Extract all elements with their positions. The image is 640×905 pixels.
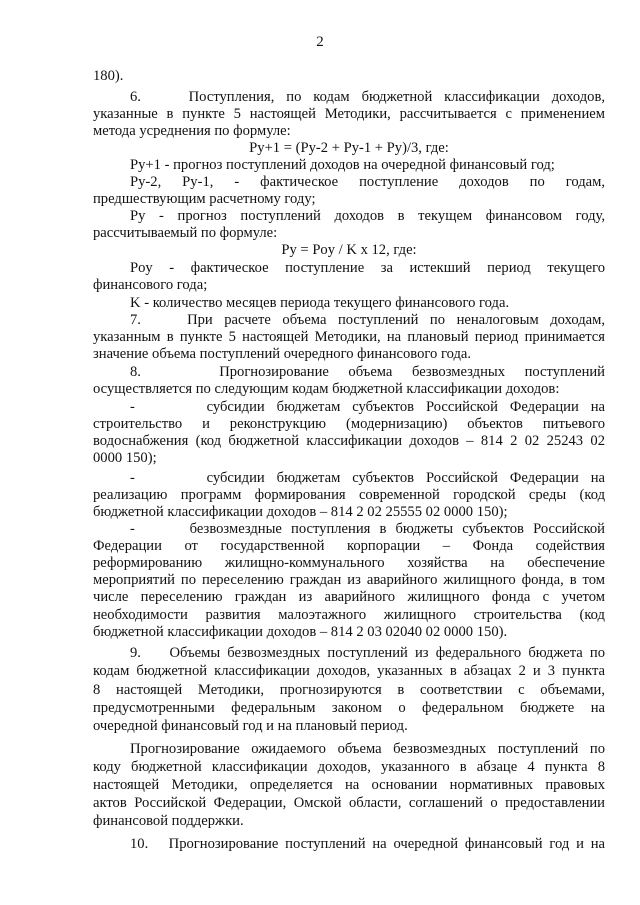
- text-line: реализацию программ формирования современной городской среды (код: [93, 487, 605, 503]
- text-line: 8 настоящей Методики, прогнозируются в соответствии с объемами,: [93, 682, 605, 698]
- text-line: K - количество месяцев периода текущего финансового года.: [130, 295, 510, 311]
- text-line: Прогнозирование ожидаемого объема безвозмездных поступлений по: [130, 741, 605, 757]
- text-line: осуществляется по следующим кодам бюджетной классификации доходов:: [93, 381, 560, 397]
- text-line: предшествующим расчетному году;: [93, 191, 316, 207]
- text-line: предусмотренными федеральным законом о федеральном бюджете на: [93, 700, 605, 716]
- text-line: Pу-2, Pу-1, - фактическое поступление доходов по годам,: [130, 174, 605, 190]
- text-line: числе переселению граждан из аварийного жилищного фонда с учетом: [93, 589, 605, 605]
- text-line: указанные в пункте 5 настоящей Методики, рассчитывается с применением: [93, 106, 605, 122]
- text-line: 7. При расчете объема поступлений по неналоговым доходам,: [130, 312, 605, 328]
- formula-line: Pу+1 = (Pу-2 + Pу-1 + Pу)/3, где:: [249, 140, 449, 156]
- text-line: бюджетной классификации доходов – 814 2 03 02040 02 0000 150).: [93, 624, 508, 640]
- text-line: бюджетной классификации доходов – 814 2 02 25555 02 0000 150);: [93, 504, 508, 520]
- text-line: 180).: [93, 68, 124, 84]
- text-line: 10. Прогнозирование поступлений на очередной финансовый год и на: [130, 836, 605, 852]
- text-line: финансового года;: [93, 277, 208, 293]
- text-line: 8. Прогнозирование объема безвозмездных поступлений: [130, 364, 605, 380]
- text-line: рассчитываемый по формуле:: [93, 225, 278, 241]
- text-line: коду бюджетной классификации доходов, указанного в абзаце 4 пункта 8: [93, 759, 605, 775]
- text-line: - субсидии бюджетам субъектов Российской Федерации на: [130, 470, 605, 486]
- text-line: - безвозмездные поступления в бюджеты субъектов Российской: [130, 521, 605, 537]
- text-line: актов Российской Федерации, Омской области, соглашений о предоставлении: [93, 795, 605, 811]
- text-line: Poу - фактическое поступление за истекший период текущего: [130, 260, 605, 276]
- text-line: мероприятий по переселению граждан из аварийного жилищного фонда, в том: [93, 572, 605, 588]
- text-line: 0000 150);: [93, 450, 157, 466]
- page-number: 2: [316, 34, 324, 50]
- text-line: Федерации от государственной корпорации – Фонда содействия: [93, 538, 605, 554]
- text-line: Pу - прогноз поступлений доходов в текущем финансовом году,: [130, 208, 605, 224]
- text-line: настоящей Методики, определяется на основании нормативных правовых: [93, 777, 605, 793]
- text-line: водоснабжения (код бюджетной классификации доходов – 814 2 02 25243 02: [93, 433, 605, 449]
- text-line: метода усреднения по формуле:: [93, 123, 291, 139]
- formula-line: Pу = Poу / K x 12, где:: [281, 242, 417, 258]
- text-line: строительство и реконструкцию (модернизацию) объектов питьевого: [93, 416, 605, 432]
- text-line: значение объема поступлений очередного финансового года.: [93, 346, 472, 362]
- text-line: Pу+1 - прогноз поступлений доходов на очередной финансовый год;: [130, 157, 555, 173]
- text-line: реформированию жилищно-коммунального хозяйства на обеспечение: [93, 555, 605, 571]
- text-line: - субсидии бюджетам субъектов Российской Федерации на: [130, 399, 605, 415]
- text-line: 9. Объемы безвозмездных поступлений из федерального бюджета по: [130, 645, 605, 661]
- text-line: финансовой поддержки.: [93, 813, 244, 829]
- text-line: указанным в пункте 5 настоящей Методики, на плановый период принимается: [93, 329, 605, 345]
- text-line: кодам бюджетной классификации доходов, указанных в абзацах 2 и 3 пункта: [93, 663, 605, 679]
- text-line: необходимости развития малоэтажного жилищного строительства (код: [93, 607, 605, 623]
- text-line: 6. Поступления, по кодам бюджетной классификации доходов,: [130, 89, 605, 105]
- text-line: очередной финансовый год и на плановый период.: [93, 718, 408, 734]
